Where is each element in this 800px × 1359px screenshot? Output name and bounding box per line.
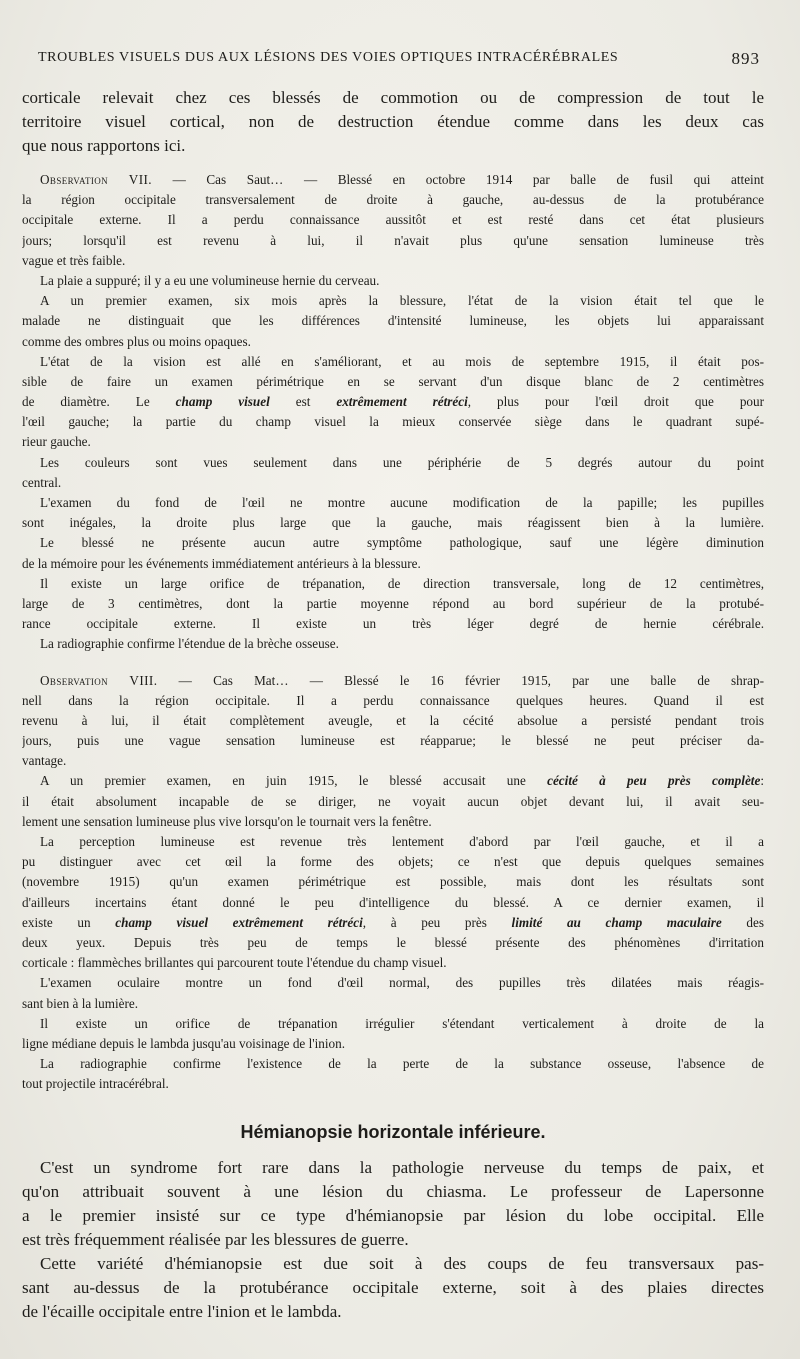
text-line: occipitale externe. Il a perdu connaissance aussitôt et est resté dans cet état plusieurs	[22, 212, 764, 228]
text-line: Il existe un large orifice de trépanation, de direction transversale, long de 12 centimètres,	[40, 575, 764, 591]
text-line: pu distinguer avec cet œil la forme des objets; ce n'est que depuis quelques semaines	[22, 854, 764, 870]
text-line: sible de faire un examen périmétrique en se servant d'un disque blanc de 2 centimètres	[22, 373, 764, 389]
page-number: 893	[731, 49, 760, 68]
intro-paragraph	[22, 86, 764, 158]
text-line: C'est un syndrome fort rare dans la pathologie nerveuse du temps de paix, et	[40, 1158, 764, 1178]
emphasis: champ visuel extrêmement rétréci	[115, 914, 363, 930]
observation-label: Observation VII.	[40, 172, 152, 187]
text-line: il était absolument incapable de se diriger, ne voyait aucun objet devant lui, il avait seu-	[22, 793, 764, 809]
running-head	[38, 50, 760, 72]
text-line: corticale : flammèches brillantes qui parcourent toute l'étendue du champ visuel.	[22, 955, 447, 971]
text-line: a le premier insisté sur ce type d'hémianopsie par lésion du lobe occipital. Elle	[22, 1206, 764, 1226]
text-line: Il existe un orifice de trépanation irrégulier s'étendant verticalement à droite de la	[40, 1015, 764, 1031]
text-line: corticale relevait chez ces blessés de commotion ou de compression de tout le	[22, 88, 764, 107]
text-line: comme des ombres plus ou moins opaques.	[22, 333, 251, 349]
observation-label: Observation VIII.	[40, 672, 158, 688]
text-line: Le blessé ne présente aucun autre symptôme pathologique, sauf une légère diminution	[40, 535, 764, 551]
text-line: d'ailleurs incertains étant donné le peu d'intelligence du blessé. A ce dernier examen, il	[22, 894, 764, 910]
emphasis: limité au champ maculaire	[511, 914, 722, 930]
closing-paragraph	[22, 1156, 764, 1324]
text-line: A un premier examen, en juin 1915, le blessé accusait une cécité à peu près complète:	[40, 773, 764, 789]
text-line: tout projectile intracérébral.	[22, 1076, 169, 1092]
text-line: (novembre 1915) qu'un examen périmétrique est possible, mais dont les résultats sont	[22, 874, 764, 890]
text-line: rieur gauche.	[22, 434, 91, 450]
text-line: jours, puis une vague sensation lumineuse est réapparue; le blessé ne peut préciser da-	[22, 733, 764, 749]
text-line: jours; lorsqu'il est revenu à lui, il n'avait plus qu'une sensation lumineuse très	[22, 232, 764, 248]
text-line: rance occipitale externe. Il existe un très léger degré de hernie cérébrale.	[22, 616, 764, 632]
text-line: est très fréquemment réalisée par les blessures de guerre.	[22, 1230, 409, 1250]
observation-vii	[22, 170, 764, 655]
text-line: lement une sensation lumineuse plus vive lorsqu'on le tournait vers la fenêtre.	[22, 813, 432, 829]
text-line: de diamètre. Le champ visuel est extrêmement rétréci, plus pour l'œil droit que pour	[22, 394, 764, 410]
text-line: Observation VIII. — Cas Mat… — Blessé le 16 février 1915, par une balle de shrap-	[40, 672, 764, 688]
text-line: malade ne distinguait que les différences d'intensité lumineuse, les objets lui apparaissant	[22, 313, 764, 329]
text-line: L'examen du fond de l'œil ne montre aucune modification de la papille; les pupilles	[40, 495, 764, 510]
text-line: Cette variété d'hémianopsie est due soit à des coups de feu transversaux pas-	[40, 1254, 764, 1274]
text-line: de la mémoire pour les événements immédiatement antérieurs à la blessure.	[22, 555, 421, 571]
text-line: large de 3 centimètres, dont la partie moyenne répond au bord supérieur de la protubé-	[22, 595, 764, 611]
text-line: existe un champ visuel extrêmement rétréci, à peu près limité au champ maculaire des	[22, 914, 764, 930]
text-line: La perception lumineuse est revenue très lentement d'abord par l'œil gauche, et il a	[40, 834, 764, 849]
emphasis: champ visuel	[175, 394, 270, 410]
text-line: deux yeux. Depuis très peu de temps le blessé présente des phénomènes d'irritation	[22, 934, 764, 950]
text-line: sant au-dessus de la protubérance occipitale externe, soit à des plaies directes	[22, 1278, 764, 1298]
emphasis: extrêmement rétréci	[336, 394, 468, 410]
emphasis: cécité à peu près complète	[547, 773, 761, 789]
text-line: La radiographie confirme l'existence de la perte de la substance osseuse, l'absence de	[40, 1056, 764, 1072]
text-line: sant bien à la lumière.	[22, 995, 139, 1011]
text-line: Observation VII. — Cas Saut… — Blessé en octobre 1914 par balle de fusil qui atteint	[40, 172, 764, 187]
text-line: ligne médiane depuis le lambda jusqu'au voisinage de l'inion.	[22, 1035, 346, 1051]
body-text	[22, 86, 764, 1322]
text-line: central.	[22, 474, 62, 490]
text-line: de l'écaille occipitale entre l'inion et le lambda.	[22, 1302, 342, 1322]
text-line: Les couleurs sont vues seulement dans une périphérie de 5 degrés autour du point	[40, 454, 764, 470]
text-line: L'état de la vision est allé en s'améliorant, et au mois de septembre 1915, il était pos-	[40, 353, 764, 369]
text-line: la région occipitale transversalement de droite à gauche, au-dessus de la protubérance	[22, 192, 764, 208]
observation-viii	[22, 671, 764, 1095]
text-line: territoire visuel cortical, non de destruction étendue comme dans les deux cas	[22, 112, 764, 131]
text-line: La plaie a suppuré; il y a eu une volumineuse hernie du cerveau.	[40, 272, 380, 288]
text-line: vantage.	[22, 753, 67, 769]
text-line: revenu à lui, il était complètement aveugle, et la cécité absolue a persisté pendant trois	[22, 712, 764, 728]
text-line: A un premier examen, six mois après la blessure, l'état de la vision était tel que le	[40, 293, 764, 309]
text-line: L'examen oculaire montre un fond d'œil normal, des pupilles très dilatées mais réagis-	[40, 975, 764, 991]
text-line: que nous rapportons ici.	[22, 136, 186, 155]
text-line: La radiographie confirme l'étendue de la brèche osseuse.	[40, 636, 339, 652]
text-line: sont inégales, la droite plus large que la gauche, mais réagissent bien à la lumière.	[22, 515, 764, 531]
text-line: vague et très faible.	[22, 252, 126, 268]
section-heading: Hémianopsie horizontale inférieure.	[240, 1122, 546, 1143]
text-line: qu'on attribuait souvent à une lésion du chiasma. Le professeur de Lapersonne	[22, 1182, 764, 1202]
text-line: l'œil gauche; la partie du champ visuel la mieux conservée siège dans le quadrant supé-	[22, 414, 764, 430]
running-title: TROUBLES VISUELS DUS AUX LÉSIONS DES VOIES OPTIQUES INTRACÉRÉBRALES	[38, 50, 619, 65]
text-line: nell dans la région occipitale. Il a perdu connaissance quelques heures. Quand il est	[22, 692, 764, 708]
